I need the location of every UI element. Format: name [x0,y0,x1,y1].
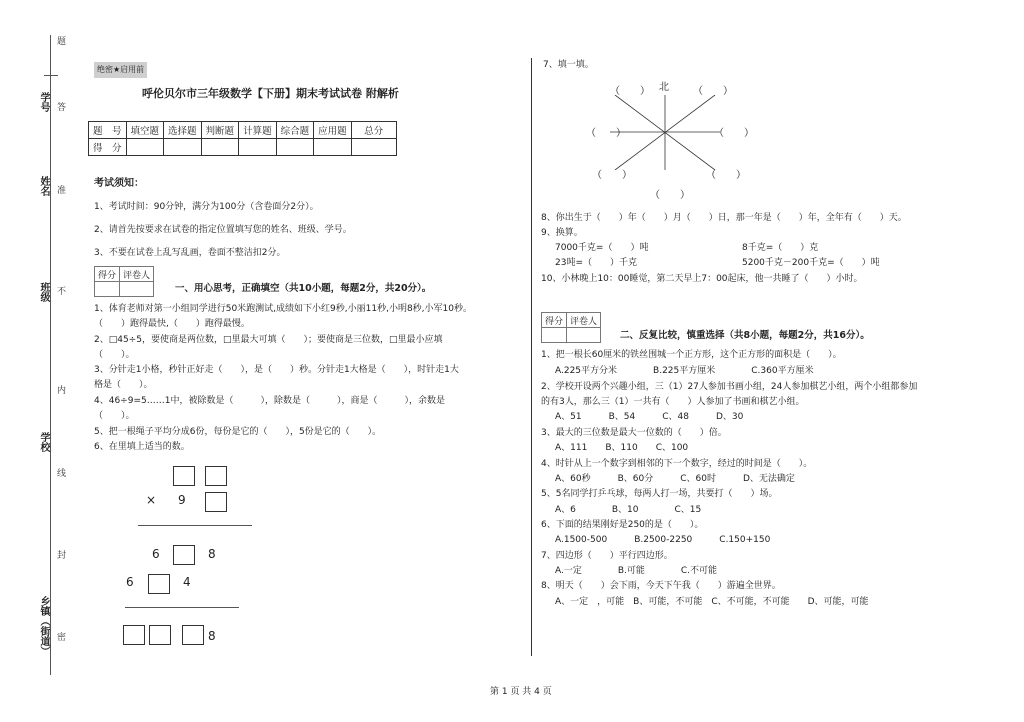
township-label: 乡镇（街道） [38,596,49,656]
binding-line [50,35,51,675]
grader-box [94,266,154,297]
answer-box[interactable] [149,625,171,645]
digit: 6 [126,575,134,589]
notice-item: 2、请首先按要求在试卷的指定位置填写您的姓名、班级、学号。 [94,225,352,235]
score-input-cell[interactable] [351,139,396,156]
digit: 8 [208,629,216,643]
digit: 4 [183,575,191,589]
score-cell: 综合题 [276,122,314,139]
question-line: 1、体育老师对第一小组同学进行50米跑测试,成绩如下小红9秒,小丽11秒,小明8秒,小军10秒。 [94,304,472,314]
score-cell: 得 分 [89,139,127,156]
seal-char: 准 [57,186,67,196]
name-label: 姓名 [38,176,49,196]
answer-box[interactable] [123,625,145,645]
seal-char: 题 [57,37,67,47]
choice-line: 的有3人，那么三（1）一共有（ ）人参加了书画和棋艺小组。 [541,397,805,407]
compass-lines [610,95,720,170]
grader-name-field[interactable] [567,328,601,343]
score-table-score-row [89,139,397,156]
question-7: 7、填一填。 [543,60,594,70]
conversion-item: 7000千克=（ ）吨 [555,243,649,253]
question-line: （ ）。 [94,411,135,421]
answer-box[interactable] [182,625,204,645]
notice-item: 1、考试时间：90分钟，满分为100分（含卷面分2分）。 [94,202,319,212]
north-label: 北 [659,82,669,93]
choice-options: A、51 B、54 C、48 D、30 [555,412,744,422]
page-title: 呼伦贝尔市三年级数学【下册】期末考试试卷 附解析 [142,87,399,100]
notice-heading: 考试须知： [94,178,144,189]
calc-line [138,525,252,526]
choice-line: 8、明天（ ）会下雨，今天下午我（ ）游遍全世界。 [541,581,781,591]
digit: 9 [178,493,186,507]
choice-line: 2、学校开设两个兴趣小组，三（1）27人参加书画小组，24人参加棋艺小组，两个小组都参加 [541,382,918,392]
seal-char: 答 [57,103,67,113]
grader-name-label: 评卷人 [120,267,154,282]
question-line: （ ）跑得最快,（ ）跑得最慢。 [94,319,250,329]
question-line: 3、分针走1小格，秒针正好走（ ），是（ ）秒。分针走1大格是（ ），时针走1大 [94,365,459,375]
score-cell: 总分 [351,122,396,139]
direction-blank[interactable]: （ ） [610,86,650,97]
grader-score-label: 得分 [542,313,567,328]
grader-score-field[interactable] [542,328,567,343]
choice-line: 7、四边形（ ）平行四边形。 [541,551,673,561]
seal-char: 封 [57,551,67,561]
choice-line: 1、把一根长60厘米的铁丝围城一个正方形，这个正方形的面积是（ ）。 [541,350,842,360]
direction-blank[interactable]: （ ） [693,86,733,97]
score-cell: 选择题 [164,122,202,139]
calc-line [125,607,239,608]
section1-heading: 一、用心思考，正确填空（共10小题，每题2分，共20分）。 [175,283,432,294]
choice-options: A.一定 B.可能 C.不可能 [555,566,718,576]
score-cell: 题 号 [89,122,127,139]
score-input-cell[interactable] [126,139,164,156]
seal-char: 线 [57,469,67,479]
choice-options: A、60秒 B、60分 C、60时 D、无法确定 [555,474,795,484]
choice-options: A、6 B、10 C、15 [555,505,702,515]
seal-char: 内 [57,386,67,396]
seal-char: 密 [57,633,67,643]
seal-char: 不 [57,287,67,297]
direction-blank[interactable]: （ ） [714,128,754,139]
school-label: 学校 [38,432,49,452]
choice-options: A.225平方分米 B.225平方厘米 C.360平方厘米 [555,366,814,376]
score-cell: 应用题 [314,122,352,139]
conversion-item: 23吨=（ ）千克 [555,258,637,268]
answer-box[interactable] [173,466,195,486]
grader-score-field[interactable] [95,282,120,297]
choice-line: 3、最大的三位数是最大一位数的（ ）倍。 [541,428,727,438]
score-cell: 填空题 [126,122,164,139]
score-cell: 判断题 [201,122,239,139]
score-table-header-row [89,122,397,139]
question-8: 8、你出生于（ ）年（ ）月（ ）日，那一年是（ ）年，全年有（ ）天。 [541,213,907,223]
choice-options: A、111 B、110 C、100 [555,443,689,453]
direction-blank[interactable]: （ ） [592,170,632,181]
digit: 8 [208,547,216,561]
question-line: （ ）。 [94,350,135,360]
score-input-cell[interactable] [276,139,314,156]
student-id-label: 学号 [38,92,49,112]
question-line: 4、46÷9=5……1中，被除数是（ ），除数是（ ），商是（ ），余数是 [94,396,445,406]
times-sign: × [146,493,157,507]
question-line: 格是（ ）。 [94,380,153,390]
question-line: 6、在里填上适当的数。 [94,442,190,452]
binding-tick [44,75,58,76]
conversion-item: 5200千克－200千克=（ ）吨 [742,258,880,268]
section2-heading: 二、反复比较，慎重选择（共8小题，每题2分，共16分）。 [620,330,870,341]
conversion-item: 8千克=（ ）克 [742,243,819,253]
answer-box[interactable] [205,466,227,486]
choice-line: 5、5名同学打乒乓球，每两人打一场，共要打（ ）场。 [541,489,778,499]
answer-box[interactable] [205,492,227,512]
choice-line: 4、时针从上一个数字到相邻的下一个数字，经过的时间是（ ）。 [541,459,813,469]
grader-score-label: 得分 [95,267,120,282]
answer-box[interactable] [148,574,170,594]
score-table [88,121,397,156]
choice-options: A、一定 ，可能 B、可能，不可能 C、不可能，不可能 D、可能，可能 [555,597,869,607]
score-input-cell[interactable] [164,139,202,156]
question-line: 5、把一根绳子平均分成6份，每份是它的（ ），5份是它的（ ）。 [94,427,382,437]
direction-blank[interactable]: （ ） [650,190,690,201]
grader-name-field[interactable] [120,282,154,297]
choice-line: 6、下面的结果刚好是250的是（ ）。 [541,520,704,530]
score-input-cell[interactable] [201,139,239,156]
notice-item: 3、不要在试卷上乱写乱画，卷面不整洁扣2分。 [94,248,286,258]
score-input-cell[interactable] [239,139,277,156]
question-9: 9、换算。 [541,228,583,238]
choice-options: A.1500-500 B.2500-2250 C.150+150 [555,535,771,545]
grader-box [541,312,601,343]
direction-blank[interactable]: （ ） [586,128,626,139]
question-line: 2、□45÷5，要使商是两位数，□里最大可填（ ）；要使商是三位数，□里最小应填 [94,335,443,345]
score-cell: 计算题 [239,122,277,139]
class-label: 班级 [38,282,49,302]
grader-name-label: 评卷人 [567,313,601,328]
score-input-cell[interactable] [314,139,352,156]
page-footer: 第 1 页 共 4 页 [490,687,552,697]
column-divider [531,58,532,656]
direction-blank[interactable]: （ ） [706,170,746,181]
question-10: 10、小林晚上10：00睡觉，第二天早上7：00起床，他一共睡了（ ）小时。 [541,274,863,284]
confidential-stamp: 绝密★启用前 [94,62,147,78]
digit: 6 [152,547,160,561]
answer-box[interactable] [173,545,195,565]
